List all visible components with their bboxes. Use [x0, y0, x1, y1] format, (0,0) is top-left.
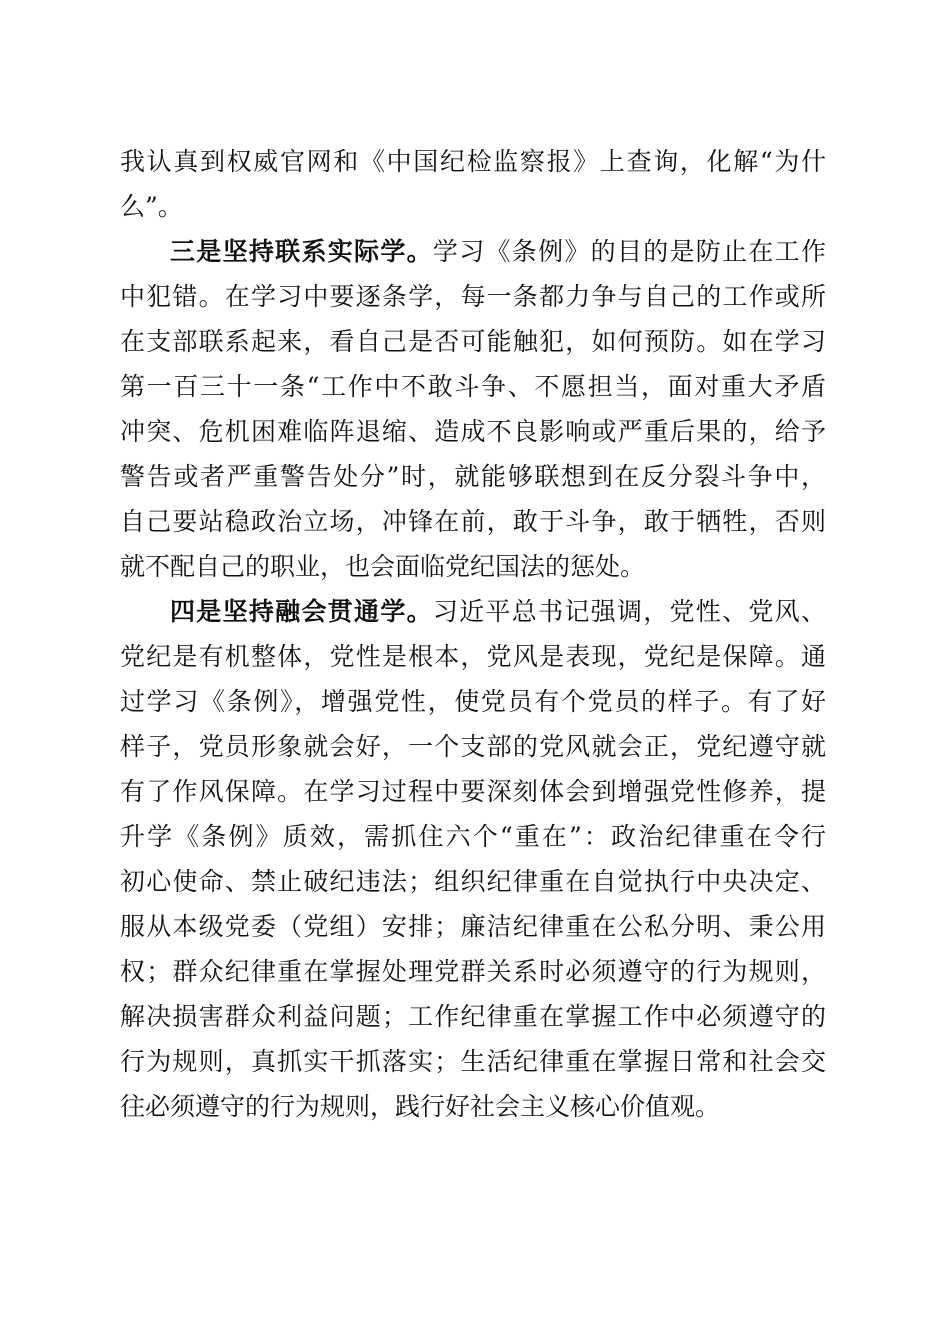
text-line-22: 往必须遵守的行为规则，践行好社会主义核心价值观。: [120, 1092, 721, 1121]
paragraph-3-heading: 三是坚持联系实际学。: [170, 237, 433, 266]
text-line-10: 就不配自己的职业，也会面临党纪国法的惩处。: [120, 552, 646, 581]
text-line-4: 中犯错。在学习中要逐条学，每一条都力争与自己的工作或所: [120, 282, 826, 311]
text-line-19: 权；群众纪律重在掌握处理党群关系时必须遵守的行为规则，: [120, 957, 826, 986]
paragraph-3-opening-text: 学习《条例》的目的是防止在工作: [432, 237, 826, 266]
text-line-2: 么”。: [120, 192, 183, 221]
text-line-6: 第一百三十一条“工作中不敢斗争、不愿担当，面对重大矛盾: [120, 372, 826, 401]
paragraph-4-first-line: [170, 589, 826, 634]
paragraph-4-opening-text: 习近平总书记强调，党性、党风、: [432, 597, 826, 626]
text-line-17: 初心使命、禁止破纪违法；组织纪律重在自觉执行中央决定、: [120, 867, 826, 896]
paragraph-4-heading: 四是坚持融会贯通学。: [170, 597, 433, 626]
text-line-8: 警告或者严重警告处分”时，就能够联想到在反分裂斗争中，: [120, 462, 826, 491]
text-line-18: 服从本级党委（党组）安排；廉洁纪律重在公私分明、秉公用: [120, 912, 826, 941]
text-line-21: 行为规则，真抓实干抓落实；生活纪律重在掌握日常和社会交: [120, 1047, 826, 1076]
text-line-16: 升学《条例》质效，需抓住六个“重在”：政治纪律重在令行: [120, 822, 826, 851]
text-line-9: 自己要站稳政治立场，冲锋在前，敢于斗争，敢于牺牲，否则: [120, 507, 826, 536]
text-line-5: 在支部联系起来，看自己是否可能触犯，如何预防。如在学习: [120, 327, 826, 356]
text-line-14: 样子，党员形象就会好，一个支部的党风就会正，党纪遵守就: [120, 732, 826, 761]
text-line-15: 有了作风保障。在学习过程中要深刻体会到增强党性修养，提: [120, 777, 826, 806]
text-line-7: 冲突、危机困难临阵退缩、造成不良影响或严重后果的，给予: [120, 417, 826, 446]
paragraph-3-first-line: [170, 229, 826, 274]
text-line-13: 过学习《条例》，增强党性，使党员有个党员的样子。有了好: [120, 687, 826, 716]
text-line-20: 解决损害群众利益问题；工作纪律重在掌握工作中必须遵守的: [120, 1002, 826, 1031]
text-line-12: 党纪是有机整体，党性是根本，党风是表现，党纪是保障。通: [120, 642, 826, 671]
text-line-1: 我认真到权威官网和《中国纪检监察报》上查询，化解“为什: [120, 147, 826, 176]
